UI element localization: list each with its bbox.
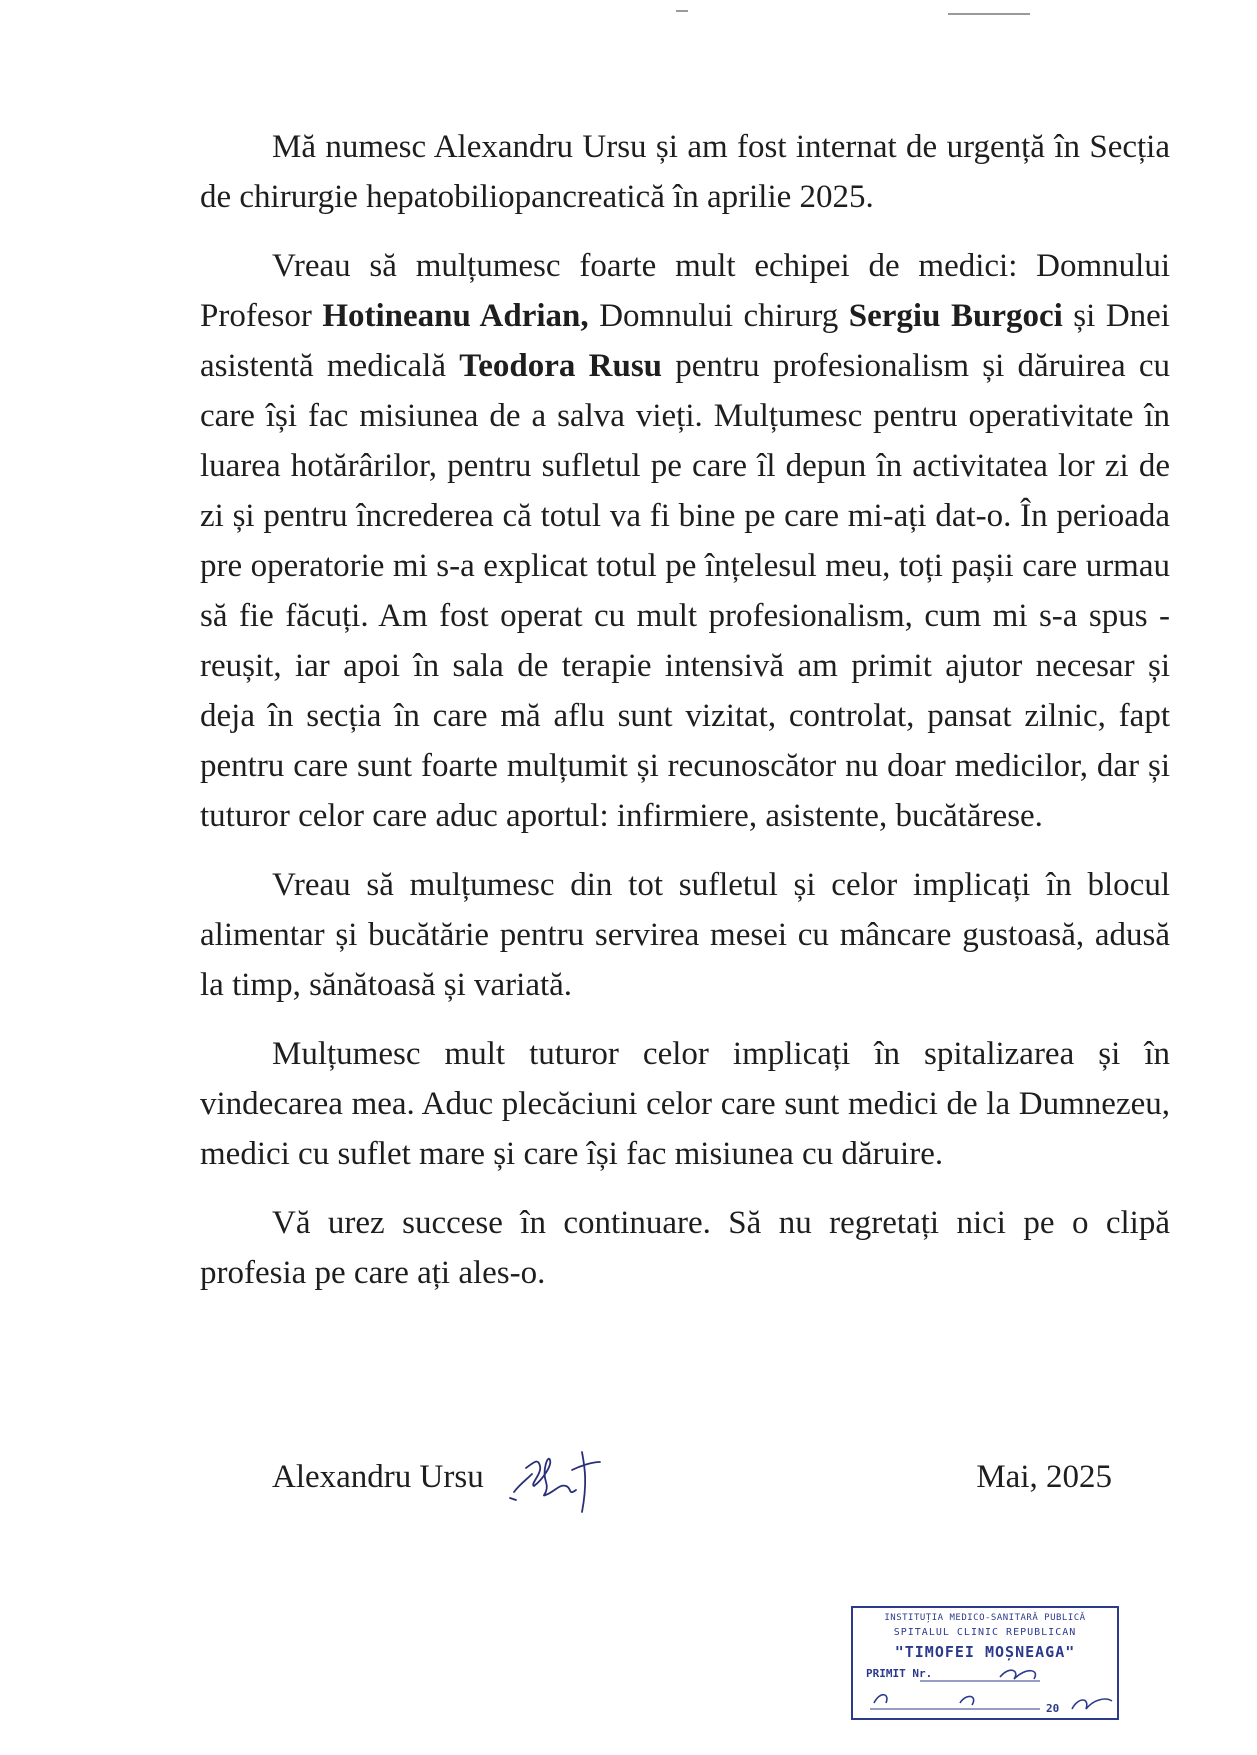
stamp-hospital-name: SPITALUL CLINIC REPUBLICAN bbox=[893, 1627, 1077, 1638]
stamp-institution-type: INSTITUȚIA MEDICO-SANITARĂ PUBLICĂ bbox=[884, 1613, 1086, 1623]
signer-name: Alexandru Ursu bbox=[272, 1459, 484, 1495]
closing-line bbox=[272, 1440, 1112, 1520]
stamp-received-number-label: PRIMIT Nr. bbox=[866, 1667, 933, 1680]
paragraph-2-text-3: și Dnei asistentă medicală bbox=[200, 298, 1170, 384]
handwritten-signature bbox=[508, 1440, 618, 1522]
scan-artifact-line bbox=[948, 13, 1030, 15]
hospital-registration-stamp bbox=[850, 1605, 1120, 1723]
name-rusu: Teodora Rusu bbox=[459, 348, 663, 384]
name-hotineanu: Hotineanu Adrian, bbox=[322, 298, 589, 334]
letter-date: Mai, 2025 bbox=[976, 1459, 1112, 1495]
paragraph-2-text-1: Vreau să mulțumesc foarte mult echipei de medici: Domnului Profesor bbox=[200, 248, 1170, 334]
name-burgoci: Sergiu Burgoci bbox=[848, 298, 1063, 334]
stamp-hospital-dedication: "TIMOFEI MOȘNEAGA" bbox=[894, 1643, 1076, 1661]
paragraph-2-text-4: pentru profesionalism și dăruirea cu care își fac misiunea de a salva vieți. Mulțumesc pentru operativitate în luarea hotărârilor, pentru sufletul pe care îl depun în activitatea lor zi de zi și pentru încrederea că totul va fi bine pe care mi-ați dat-o. În perioada pre operatorie mi s-a explicat totul pe înțelesul meu, toți pașii care urmau să fie făcuți. Am fost operat cu mult profesionalism, cum mi s-a spus - reușit, iar apoi în sala de terapie intensivă am primit ajutor necesar și deja în secția în care mă aflu sunt vizitat, controlat, pansat zilnic, fapt pentru care sunt foarte mulțumit și recunoscător nu doar medicilor, dar și tuturor celor care aduc aportul: infirmiere, asistente, bucătărese. bbox=[200, 348, 1171, 834]
paragraph-5: Vă urez succese în continuare. Să nu regretați nici pe o clipă profesia pe care ați ales-o. bbox=[200, 1205, 1170, 1291]
paragraph-2-text-2: Domnului chirurg bbox=[588, 298, 849, 334]
paragraph-4: Mulțumesc mult tuturor celor implicați în spitalizarea și în vindecarea mea. Aduc plecăciuni celor care sunt medici de la Dumnezeu, medici cu suflet mare și care își fac misiunea cu dăruire. bbox=[200, 1036, 1170, 1172]
letter-body bbox=[200, 122, 1170, 1317]
scan-artifact-dash bbox=[676, 10, 688, 12]
paragraph-3: Vreau să mulțumesc din tot sufletul și celor implicați în blocul alimentar și bucătărie pentru servirea mesei cu mâncare gustoasă, adusă la timp, sănătoasă și variată. bbox=[200, 867, 1170, 1003]
paragraph-1: Mă numesc Alexandru Ursu și am fost internat de urgență în Secția de chirurgie hepatobiliopancreatică în aprilie 2025. bbox=[200, 129, 1170, 215]
stamp-year-prefix: 20 bbox=[1046, 1702, 1060, 1715]
paragraph-2 bbox=[200, 241, 1170, 841]
